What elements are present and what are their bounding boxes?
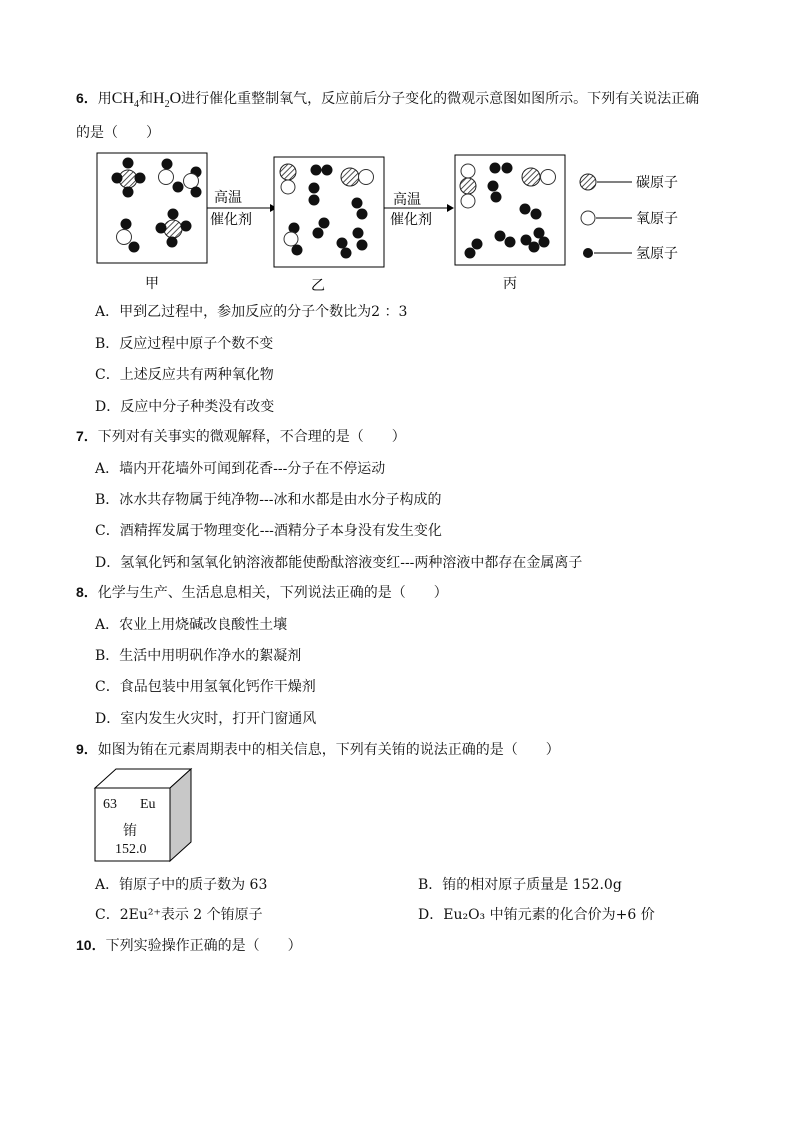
arrow2-top-label: 高温 [393,192,421,208]
q9-option-b[interactable]: B．铕的相对原子质量是 152.0g [418,877,622,893]
q7-option-d[interactable]: D．氢氧化钙和氢氧化钠溶液都能使酚酞溶液变红---两种溶液中都存在金属离子 [95,555,583,571]
q7-option-b[interactable]: B．冰水共存物属于纯净物---冰和水都是由水分子构成的 [95,492,442,508]
arrow2-bottom-label: 催化剂 [390,212,432,228]
q7-option-a[interactable]: A．墙内开花墙外可闻到花香---分子在不停运动 [95,461,386,477]
q6-stem-line1: 6．用$CH_4$和$H_2O$进行催化重整制氧气，反应前后分子变化的微观示意图如图所示。下列有关说法正确 [76,90,700,111]
legend-hydrogen: 氢原子 [636,246,678,262]
q6-option-b[interactable]: B．反应过程中原子个数不变 [95,336,274,352]
q8-option-b[interactable]: B．生活中用明矾作净水的絮凝剂 [95,648,302,664]
q7-stem: 7．下列对有关事实的微观解释，不合理的是（ ） [76,428,406,445]
element-atomic-number: 63 [103,797,117,812]
q10-number: 10． [76,937,106,953]
q9-stem: 9．如图为铕在元素周期表中的相关信息，下列有关铕的说法正确的是（ ） [76,741,560,758]
q6-number: 6． [76,90,98,106]
q6-stem-post: 进行催化重整制氧气，反应前后分子变化的微观示意图如图所示。下列有关说法正确 [181,91,700,107]
q7-option-c[interactable]: C．酒精挥发属于物理变化---酒精分子本身没有发生变化 [95,523,442,539]
legend-oxygen: 氧原子 [636,211,678,227]
q6-stem-pre: 用 [97,91,112,107]
q6-option-c[interactable]: C．上述反应共有两种氧化物 [95,367,274,383]
q10-stem: 10．下列实验操作正确的是（ ） [76,937,302,954]
q9-number: 9． [76,741,98,757]
arrow1-bottom-label: 催化剂 [210,212,252,228]
q8-option-c[interactable]: C．食品包装中用氢氧化钙作干燥剂 [95,679,316,695]
arrow1-top-label: 高温 [214,190,242,206]
q8-option-d[interactable]: D．室内发生火灾时，打开门窗通风 [95,711,317,727]
ch4-formula: $CH_4$ [111,90,140,111]
q9-option-d[interactable]: D．Eu₂O₃ 中铕元素的化合价为+6 价 [418,907,655,923]
q6-stem-line2: 的是（ ） [76,125,160,141]
element-mass: 152.0 [115,842,147,857]
legend-carbon: 碳原子 [636,175,678,191]
label-yi: 乙 [311,278,325,294]
q7-number: 7． [76,428,98,444]
q9-option-a[interactable]: A．铕原子中的质子数为 63 [95,877,268,893]
box-jia [97,153,207,263]
q8-stem: 8．化学与生产、生活息息相关，下列说法正确的是（ ） [76,584,448,601]
element-cube [92,766,202,866]
q9-option-c[interactable]: C．2Eu²⁺表示 2 个铕原子 [95,907,263,923]
q8-number: 8． [76,584,98,600]
label-jia: 甲 [145,276,159,292]
legend [580,174,678,262]
h2o-formula: $H_2O$ [153,90,182,111]
element-symbol: Eu [140,797,156,812]
q6-option-a[interactable]: A．甲到乙过程中，参加反应的分子个数比为2 ：3 [95,304,408,320]
label-bing: 丙 [503,276,517,292]
element-name: 铕 [123,824,137,839]
q6-option-d[interactable]: D．反应中分子种类没有改变 [95,399,275,415]
q8-option-a[interactable]: A．农业上用烧碱改良酸性土壤 [95,617,288,633]
